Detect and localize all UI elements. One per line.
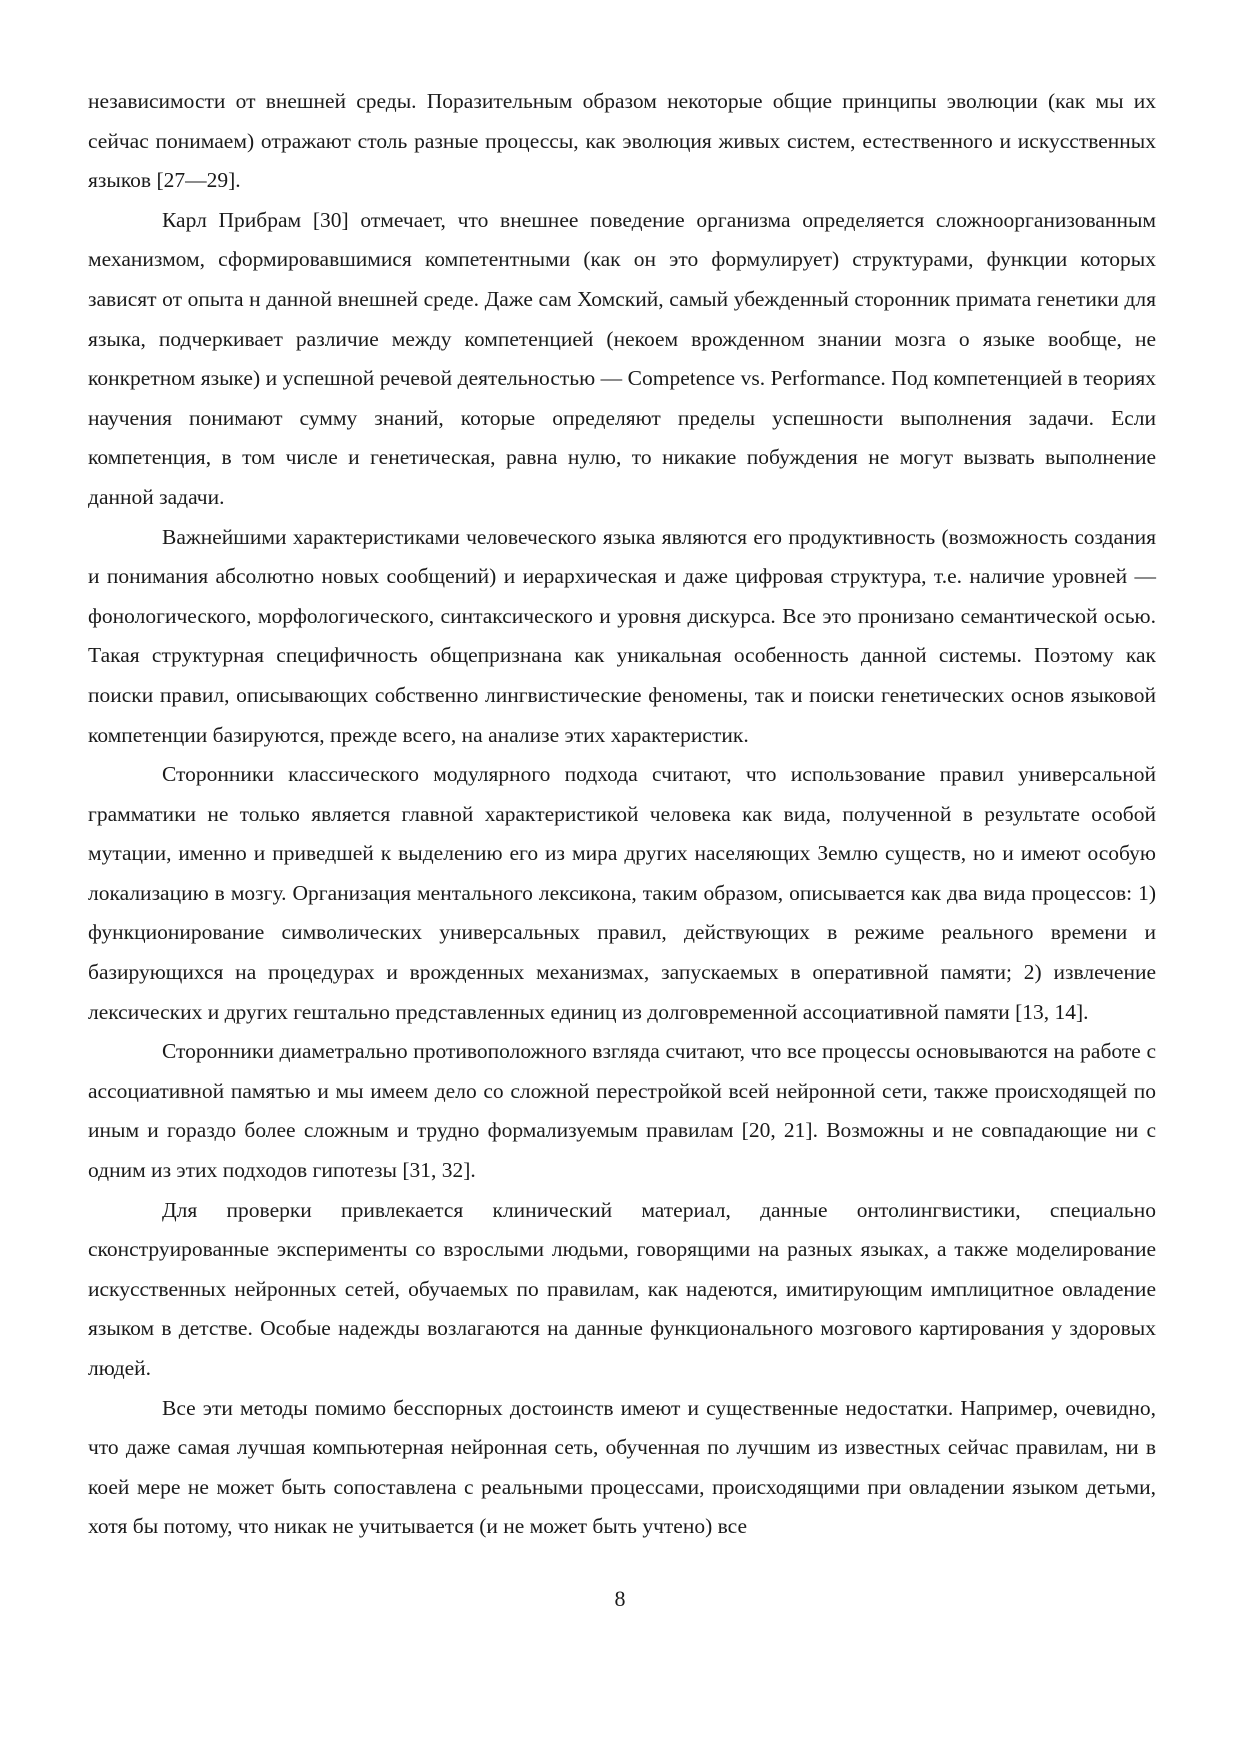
paragraph-6: Для проверки привлекается клинический материал, данные онтолингвистики, специально сконструированные эксперименты со взрослыми людьми, говорящими на разных языках, а также моделирование искусственных нейронных сетей, обучаемых по правилам, как надеются, имитирующим имплицитное овладение языком в детстве. Особые надежды возлагаются на данные функционального мозгового картирования у здоровых людей. [88,1197,1156,1380]
paragraph-3: Важнейшими характеристиками человеческого языка являются его продуктивность (возможность создания и понимания абсолютно новых сообщений) и иерархическая и даже цифровая структура, т.е. наличие уровней — фонологического, морфологического, синтаксического и уровня дискурса. Все это пронизано семантической осью. Такая структурная специфичность общепризнана как уникальная особенность данной системы. Поэтому как поиски правил, описывающих собственно лингвистические феномены, так и поиски генетических основ языковой компетенции базируются, прежде всего, на анализе этих характеристик. [88,524,1156,747]
paragraph-2: Карл Прибрам [30] отмечает, что внешнее поведение организма определяется сложноорганизованным механизмом, сформировавшимися компетентными (как он это формулирует) структурами, функции которых зависят от опыта н данной внешней среде. Даже сам Хомский, самый убежденный сторонник примата генетики для языка, подчеркивает различие между компетенцией (некоем врожденном знании мозга о языке вообще, не конкретном языке) и успешной речевой деятельностью — Competence vs. Performance. Под компетенцией в теориях научения понимают сумму знаний, которые определяют пределы успешности выполнения задачи. Если компетенция, в том числе и генетическая, равна нулю, то никакие побуждения не могут вызвать выполнение данной задачи. [88,207,1156,509]
paragraph-5: Сторонники диаметрально противоположного взгляда считают, что все процессы основываются на работе с ассоциативной памятью и мы имеем дело со сложной перестройкой всей нейронной сети, также происходящей по иным и гораздо более сложным и трудно формализуемым правилам [20, 21]. Возможны и не совпадающие ни с одним из этих подходов гипотезы [31, 32]. [88,1039,1156,1183]
page-number: 8 [614,1586,626,1611]
paragraph-4: Сторонники классического модулярного подхода считают, что использование правил универсальной грамматики не только является главной характеристикой человека как вида, полученной в результате особой мутации, именно и приведшей к выделению его из мира других населяющих Землю существ, но и имеют особую локализацию в мозгу. Организация ментального лексикона, таким образом, описывается как два вида процессов: 1) функционирование символических универсальных правил, действующих в режиме реального времени и базирующихся на процедурах и врожденных механизмах, запускаемых в оперативной памяти; 2) извлечение лексических и других гештально представленных единиц из долговременной ассоциативной памяти [13, 14]. [88,762,1156,1024]
paragraph-1: независимости от внешней среды. Поразительным образом некоторые общие принципы эволюции (как мы их сейчас понимаем) отражают столь разные процессы, как эволюция живых систем, естественного и искусственных языков [27—29]. [88,89,1156,193]
paragraph-7: Все эти методы помимо бесспорных достоинств имеют и существенные недостатки. Например, очевидно, что даже самая лучшая компьютерная нейронная сеть, обученная по лучшим из известных сейчас правилам, ни в коей мере не может быть сопоставлена с реальными процессами, происходящими при овладении языком детьми, хотя бы потому, что никак не учитывается (и не может быть учтено) все [88,1395,1156,1539]
